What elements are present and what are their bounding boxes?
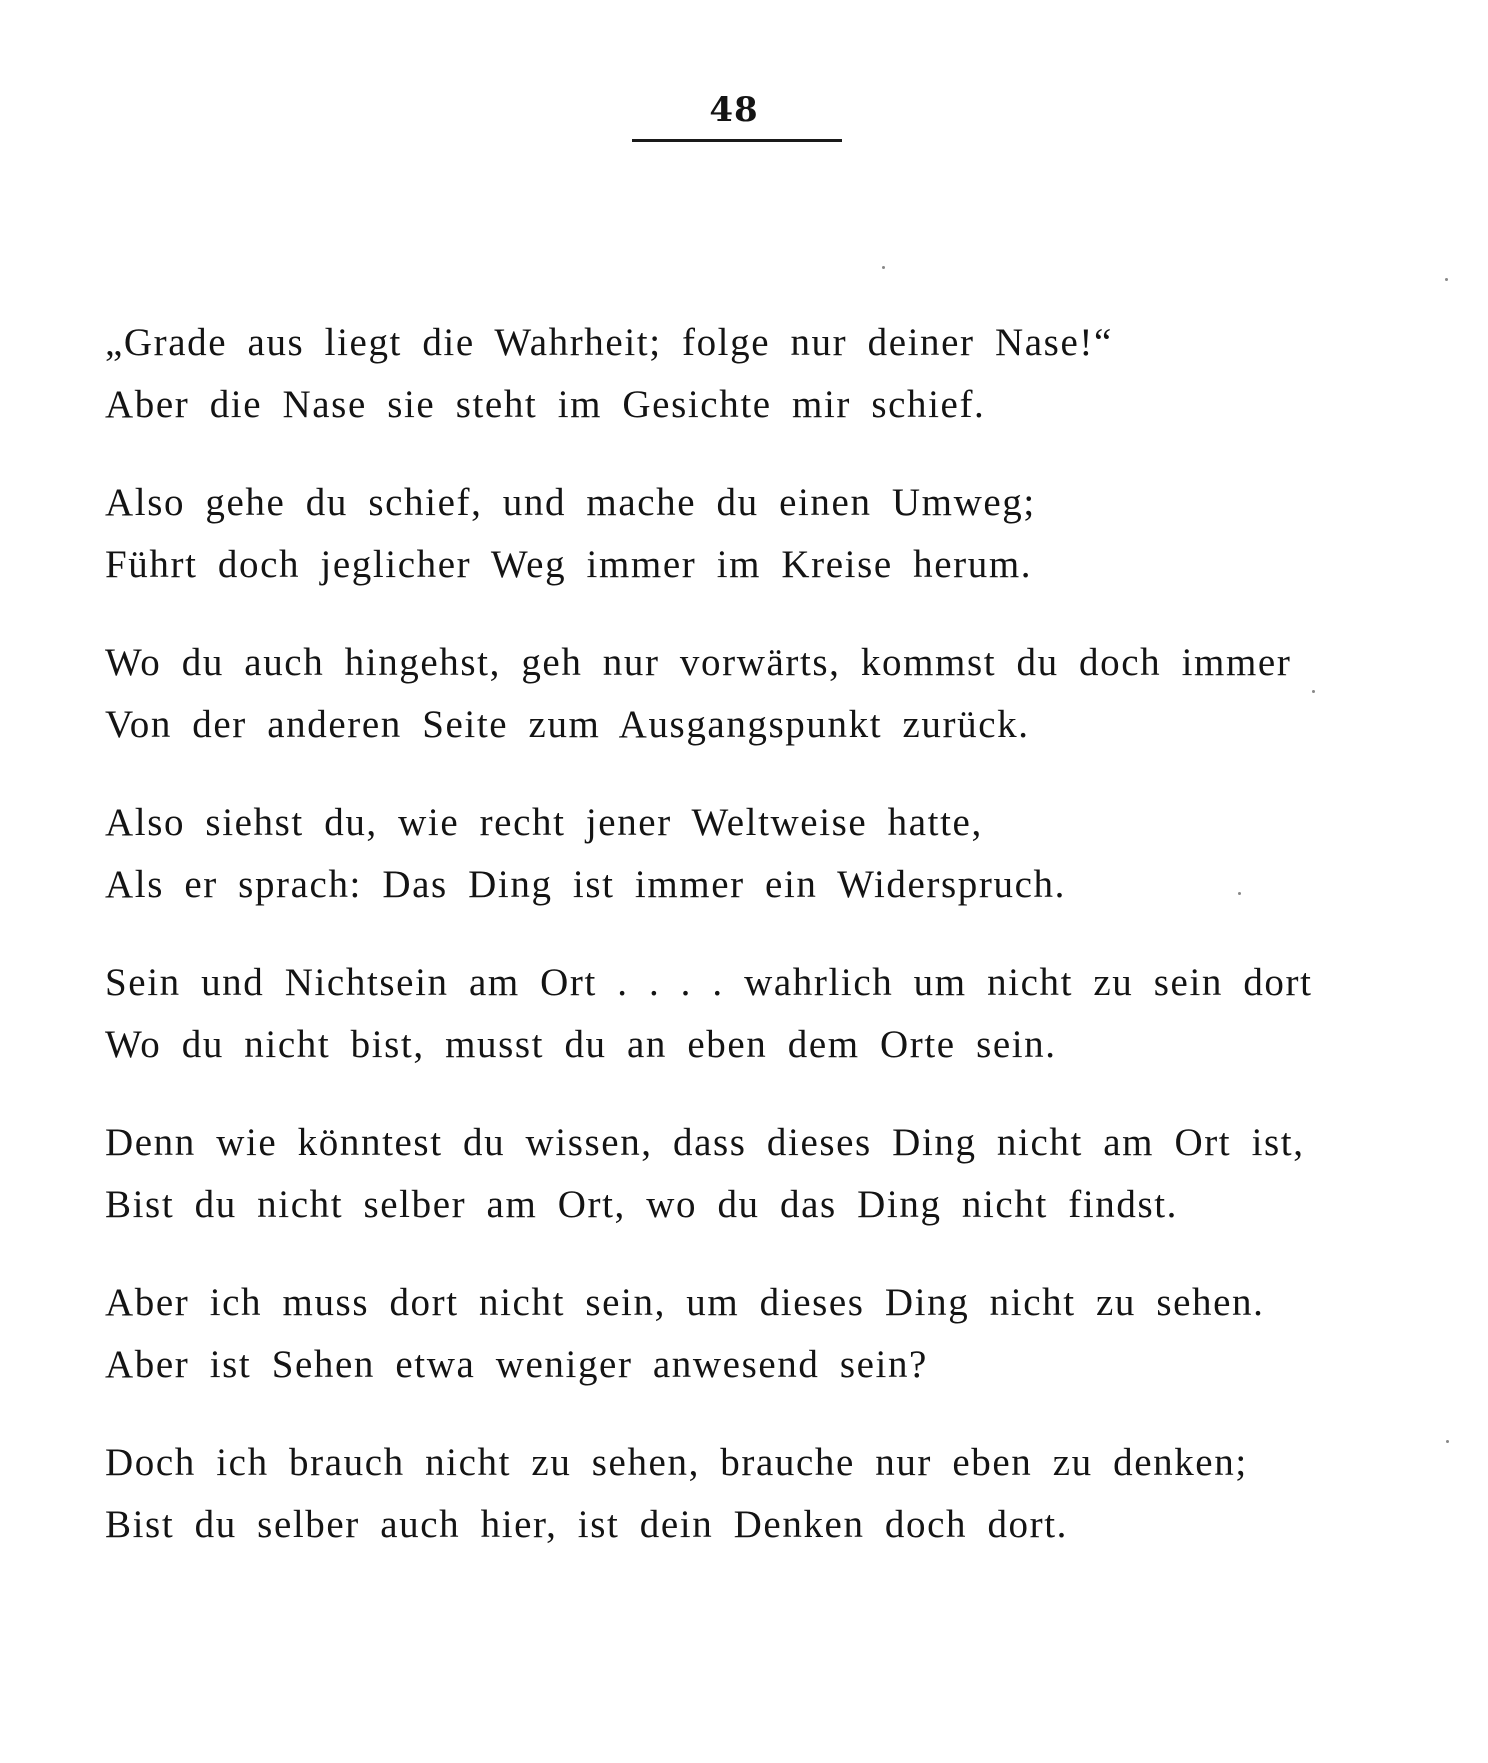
print-speck: [882, 266, 885, 269]
poem-line: Also siehst du, wie recht jener Weltweise hatte,: [105, 801, 983, 844]
poem-line: Wo du nicht bist, musst du an eben dem Orte sein.: [105, 1023, 1057, 1066]
poem-line: Aber ist Sehen etwa weniger anwesend sein?: [105, 1343, 928, 1386]
poem-line: Von der anderen Seite zum Ausgangspunkt zurück.: [105, 703, 1030, 746]
print-speck: [1446, 1440, 1449, 1443]
poem-line: Also gehe du schief, und mache du einen Umweg;: [105, 481, 1036, 524]
stanza-4: [105, 792, 1395, 952]
poem-line: Wo du auch hingehst, geh nur vorwärts, kommst du doch immer: [105, 641, 1292, 684]
poem-line: Führt doch jeglicher Weg immer im Kreise herum.: [105, 543, 1033, 586]
stanza-6: [105, 1112, 1395, 1272]
print-speck: [1312, 690, 1315, 693]
poem-line: „Grade aus liegt die Wahrheit; folge nur deiner Nase!“: [105, 321, 1113, 364]
stanza-5: [105, 952, 1395, 1112]
stanza-7: [105, 1272, 1395, 1432]
stanza-1: [105, 312, 1395, 472]
poem-line: Aber die Nase sie steht im Gesichte mir schief.: [105, 383, 986, 426]
stanza-8: [105, 1432, 1395, 1592]
header-rule: [632, 139, 842, 142]
poem-line: Bist du selber auch hier, ist dein Denken doch dort.: [105, 1503, 1069, 1546]
poem-line: Bist du nicht selber am Ort, wo du das Ding nicht findst.: [105, 1183, 1179, 1226]
poem-line: Denn wie könntest du wissen, dass dieses Ding nicht am Ort ist,: [105, 1121, 1305, 1164]
poem-line: Doch ich brauch nicht zu sehen, brauche nur eben zu denken;: [105, 1441, 1248, 1484]
poem-line: Als er sprach: Das Ding ist immer ein Widerspruch.: [105, 863, 1066, 906]
page-number: 48: [709, 90, 759, 130]
stanza-2: [105, 472, 1395, 632]
stanza-3: [105, 632, 1395, 792]
poem-line: Aber ich muss dort nicht sein, um dieses Ding nicht zu sehen.: [105, 1281, 1265, 1324]
poem: [105, 312, 1395, 1592]
print-speck: [1238, 892, 1241, 895]
poem-line: Sein und Nichtsein am Ort . . . . wahrlich um nicht zu sein dort: [105, 961, 1313, 1004]
print-speck: [1445, 278, 1448, 281]
